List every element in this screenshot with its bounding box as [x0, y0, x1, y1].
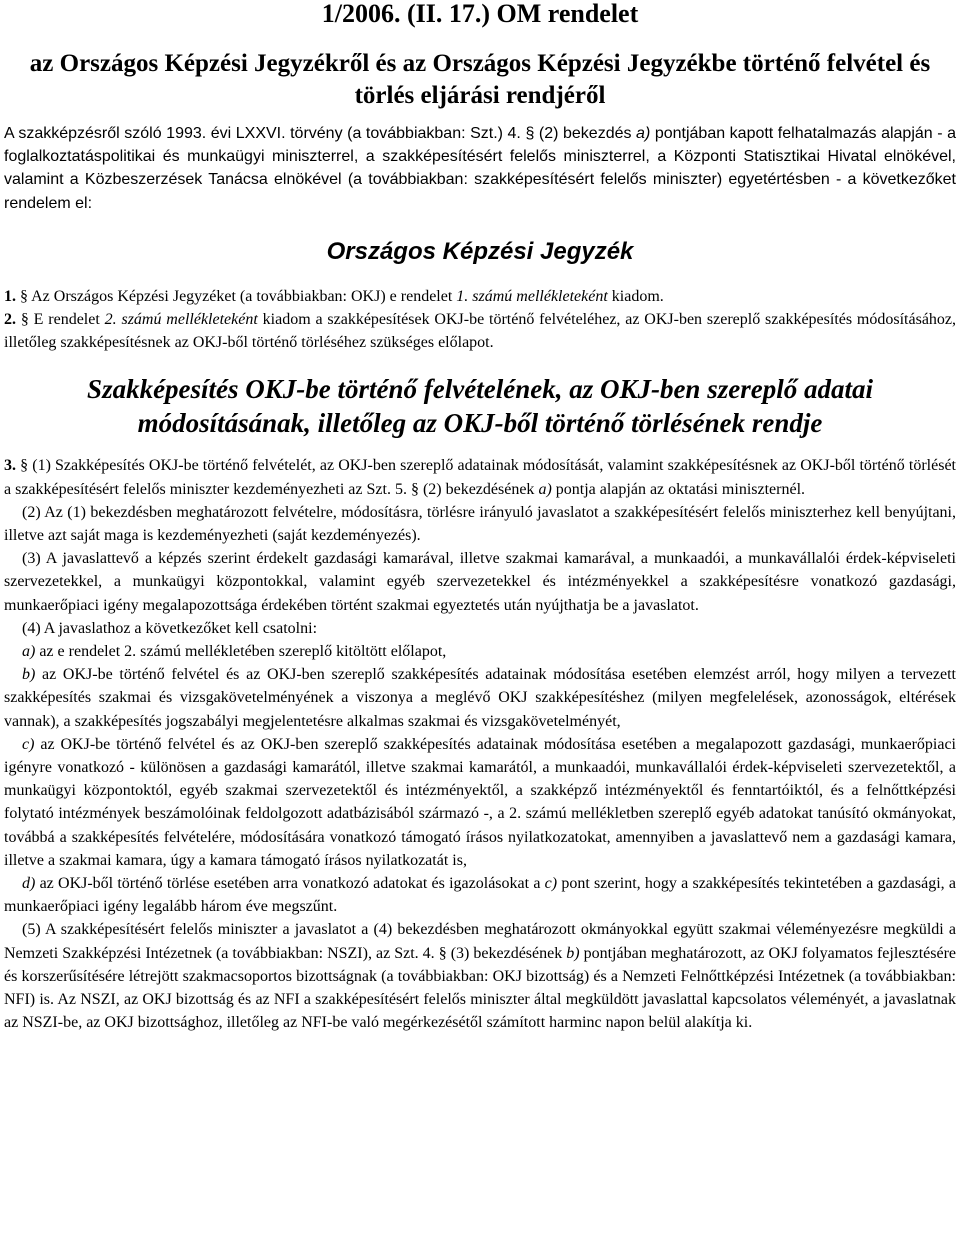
paragraph-3: [4, 454, 956, 500]
section-sign: §: [438, 944, 447, 962]
list-item-c: [4, 733, 956, 872]
section-sign: §: [410, 480, 419, 498]
intro-paragraph: [4, 122, 956, 215]
paragraph-text: Az Országos Képzési Jegyzéket (a továbbiakban: OKJ) e rendelet: [28, 287, 457, 305]
item-text: pont szerint, hogy a szakképesítés tekintetében a gazdasági, a munkaerőpiaci igény legalább három éve megszűnt.: [4, 875, 956, 916]
item-label: a): [22, 643, 36, 661]
paragraph-number: 3.: [4, 457, 16, 475]
annex-reference: 2. számú mellékleteként: [104, 311, 258, 329]
point-label: a): [538, 480, 552, 498]
item-text: az e rendelet 2. számú mellékletében szereplő kitöltött előlapot,: [35, 643, 447, 661]
list-item-a: [4, 640, 956, 663]
section-sign: §: [525, 125, 535, 142]
document-subtitle: az Országos Képzési Jegyzékről és az Országos Képzési Jegyzékbe történő felvétel és törlés eljárási rendjéről: [29, 50, 931, 109]
item-label: b): [22, 666, 36, 684]
paragraph-text: E rendelet: [28, 311, 105, 329]
point-label: b): [566, 944, 580, 962]
intro-text-1: A szakképzésről szóló 1993. évi LXXVI. törvény (a továbbiakban: Szt.) 4.: [4, 125, 521, 142]
section-heading-procedure: Szakképesítés OKJ-be történő felvételének, az OKJ-ben szereplő adatai módosításának, illetőleg az OKJ-ből történő törlésének rendje: [87, 374, 873, 439]
subsection-2: (2) Az (1) bekezdésben meghatározott felvételre, módosításra, törlésre irányuló javaslatot a szakképesítésért felelős miniszterhez kell benyújtani, illetve azt saját maga is kezdeményezheti (saját kezdeményezés).: [4, 503, 956, 545]
paragraph-number: 1.: [4, 287, 16, 305]
intro-text-3: pontjában kapott felhatalmazás alapján - a foglalkoztatáspolitikai és munkaügyi miniszterrel, a szakképesítésért felelős miniszterrel, a Központi Statisztikai Hivatal elnökével, valamint a Közbeszerzések Tanácsa elnökével (a továbbiakban: szakképesítésért felelős miniszter) egyetértésben - a következőket rendelem el:: [4, 125, 957, 212]
paragraph-text: (3) bekezdésének: [446, 944, 567, 962]
list-item-d: [4, 872, 956, 918]
section-sign: §: [20, 457, 29, 475]
list-item-b: [4, 663, 956, 733]
subsection-4: (4) A javaslathoz a következőket kell csatolni:: [22, 619, 318, 637]
section-sign: §: [20, 311, 29, 329]
paragraph-text: pontja alapján az oktatási miniszternél.: [551, 480, 806, 498]
annex-reference: 1. számú mellékleteként: [456, 287, 608, 305]
paragraph-2: [4, 308, 956, 354]
section-heading-okj: Országos Képzési Jegyzék: [326, 237, 634, 265]
section-sign: §: [20, 287, 28, 305]
subsection-5: [4, 918, 956, 1034]
document-title: 1/2006. (II. 17.) OM rendelet: [321, 0, 639, 28]
paragraph-text: pontjában meghatározott, az OKJ folyamatos fejlesztésére és korszerűsítésére létrejött szakmacsoportos bizottságnak (a továbbiakban: OKJ bizottság) és a Nemzeti Felnőttképzési Intézetnek (a továbbiakban: NFI) is. Az NSZI, az OKJ bizottság és az NFI a szakképesítésért felelős miniszter által megküldött javaslattal kapcsolatos véleményét, a javaslatnak az NSZI-be, az OKJ bizottsághoz, illetőleg az NFI-be való megérkezésétől számított harminc napon belül alakítja ki.: [4, 944, 957, 1032]
document-page: [4, 0, 956, 1035]
paragraph-text: (5) A szakképesítésért felelős miniszter a javaslatot a (4) bekezdésben meghatározott okmányokkal együtt szakmai véleményezésre megküldi a Nemzeti Szakképzési Intézetnek (a továbbiakban: NSZI), az Szt. 4.: [4, 921, 956, 962]
intro-point-label: a): [636, 125, 651, 142]
point-label: c): [544, 875, 558, 893]
subsection-3: (3) A javaslattevő a képzés szerint érdekelt gazdasági kamarával, illetve szakmai kamarával, a munkaadói, a munkavállalói érdek-képviseleti szervezetekkel, a munkaügyi központokkal, valamint egyéb szervezetekkel és intézményekkel a szakképesítésre vonatkozó gazdasági, munkaerőpiaci igény megalapozottsága érdekében történt szakmai egyeztetés után nyújthatja be a javaslatot.: [4, 550, 956, 614]
item-text: az OKJ-be történő felvétel és az OKJ-ben szereplő szakképesítés adatainak módosítása esetében elemzést arról, hogy milyen a tervezett szakképesítés szakmai és vizsgakövetelményének a viszonya a meglévő OKJ szakképesítéshez (milyen megfelelések, azonosságok, eltérések vannak), a szakképesítés jogszabályi megjelentetésre alkalmas szakmai és vizsgakövetelményét,: [4, 666, 956, 730]
paragraph-text: (2) bekezdésének: [418, 480, 539, 498]
item-label: c): [22, 735, 35, 753]
item-text: az OKJ-be történő felvétel és az OKJ-ben szereplő szakképesítés adatainak módosítása esetében a megalapozott gazdasági, munkaerőpiaci igényre vonatkozó - különösen a gazdasági kamarától, illetve szakmai kamarától, a munkaadói, munkavállalói érdek-képviseleti szervezetektől, a munkaügyi központoktól, egyéb szakmai szervezetektől és intézményektől, a szakképző intézményektől és fenntartóiktól, és a felnőttképzési folytató intézmények beszámolóinak feldolgozott adatbázisából származó -, a 2. számú mellékletben szereplő egyéb adatokat tanúsító okmányokat, továbbá a szakképesítés felvételére, módosítására vonatkozó támogató írásos nyilatkozatokat, amennyiben a javaslattevő nem a gazdasági kamara, illetve a szakmai kamara, úgy a kamara támogató írásos nyilatkozatát is,: [4, 735, 956, 869]
paragraph-text: (1) Szakképesítés OKJ-be történő felvételét, az OKJ-ben szereplő adatainak módosítását, valamint szakképesítésnek az OKJ-ből történő törlését a szakképesítésért felelős miniszter kezdeményezheti az Szt. 5.: [4, 457, 957, 498]
paragraph-text: kiadom.: [607, 287, 664, 305]
paragraph-text: kiadom a szakképesítések OKJ-be történő felvételéhez, az OKJ-ben szereplő szakképesítés módosításához, illetőleg szakképesítésnek az OKJ-ből történő törléséhez szükséges előlapot.: [4, 311, 957, 352]
paragraph-1: [4, 285, 956, 308]
item-text: az OKJ-ből történő törlése esetében arra vonatkozó adatokat és igazolásokat a: [35, 875, 545, 893]
intro-text-2: (2) bekezdés: [534, 125, 637, 142]
paragraph-number: 2.: [4, 311, 16, 329]
item-label: d): [22, 875, 36, 893]
